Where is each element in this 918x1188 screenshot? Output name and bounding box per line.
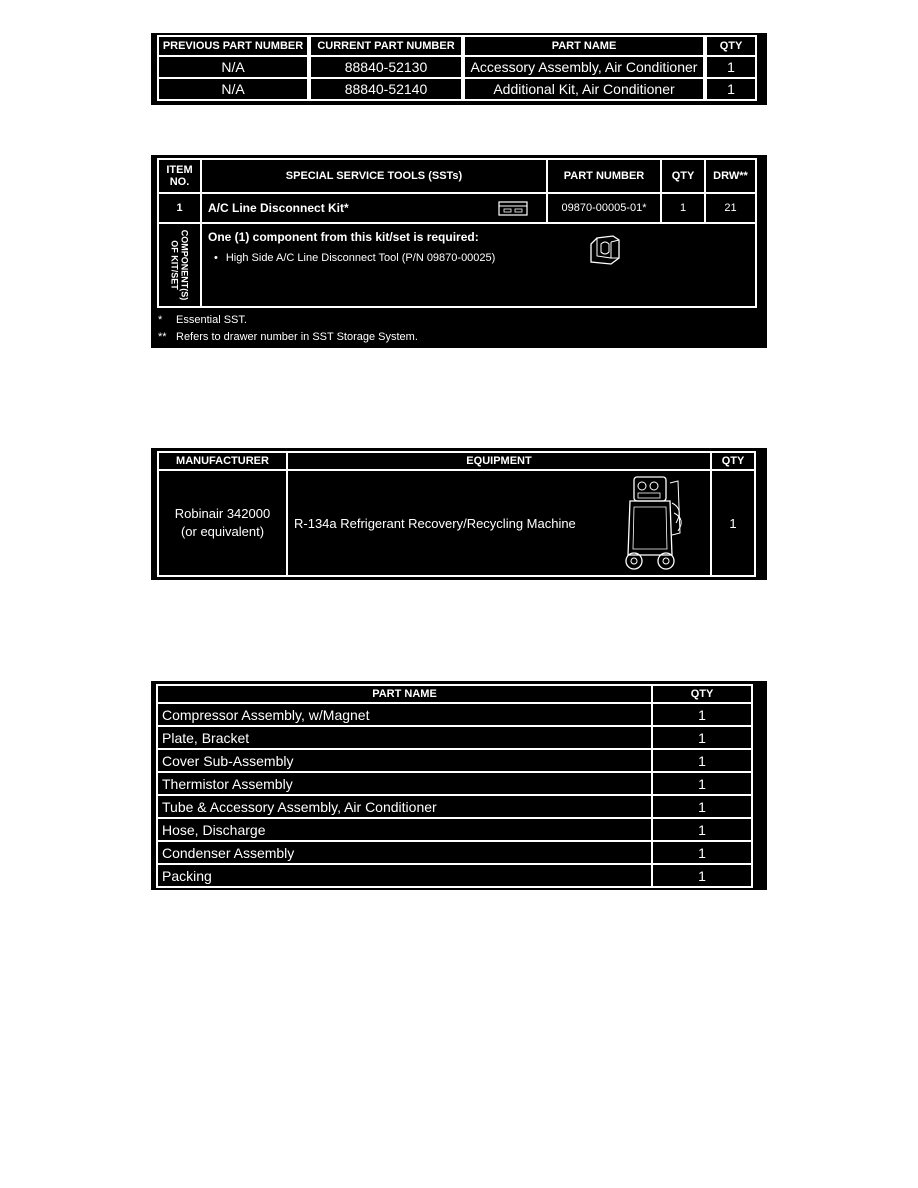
previous-part-number: N/A [157, 77, 309, 101]
qty: 1 [705, 55, 757, 79]
equipment-table [151, 448, 767, 580]
header-item-no: ITEM NO. [157, 158, 202, 194]
header-equipment: EQUIPMENT [286, 451, 712, 471]
header-previous-part-number: PREVIOUS PART NUMBER [157, 35, 309, 57]
header-drawer: DRW** [704, 158, 757, 194]
item-number: 1 [157, 192, 202, 224]
part-qty: 1 [651, 748, 753, 773]
replacement-parts-table [151, 33, 767, 105]
component-list-item: • High Side A/C Line Disconnect Tool (P/N 09870-00025) [214, 252, 496, 264]
line-disconnect-tool-icon [585, 230, 625, 270]
header-qty: QTY [710, 451, 756, 471]
header-current-part-number: CURRENT PART NUMBER [309, 35, 463, 57]
part-qty: 1 [651, 817, 753, 842]
sst-qty: 1 [660, 192, 706, 224]
qty: 1 [705, 77, 757, 101]
special-service-tools-table [151, 155, 767, 348]
components-label: COMPONENT(S) OF KIT/SET [169, 229, 190, 301]
header-qty: QTY [660, 158, 706, 194]
header-part-name: PART NAME [463, 35, 705, 57]
part-qty: 1 [651, 863, 753, 888]
footnote-essential-sst: * Essential SST. [158, 314, 247, 326]
part-qty: 1 [651, 771, 753, 796]
header-part-number: PART NUMBER [546, 158, 662, 194]
header-manufacturer: MANUFACTURER [157, 451, 288, 471]
parts-table [151, 681, 767, 890]
current-part-number: 88840-52140 [309, 77, 463, 101]
part-name: Tube & Accessory Assembly, Air Conditioner [156, 794, 653, 819]
part-name: Thermistor Assembly [156, 771, 653, 796]
part-qty: 1 [651, 702, 753, 727]
header-qty: QTY [651, 684, 753, 704]
part-name: Hose, Discharge [156, 817, 653, 842]
tool-kit-case-icon [498, 199, 528, 217]
part-qty: 1 [651, 725, 753, 750]
part-qty: 1 [651, 794, 753, 819]
part-name: Compressor Assembly, w/Magnet [156, 702, 653, 727]
part-name: Cover Sub-Assembly [156, 748, 653, 773]
previous-part-number: N/A [157, 55, 309, 79]
part-name: Packing [156, 863, 653, 888]
current-part-number: 88840-52130 [309, 55, 463, 79]
components-title: One (1) component from this kit/set is required: [208, 230, 479, 244]
tool-name: A/C Line Disconnect Kit* [200, 192, 548, 224]
manufacturer: Robinair 342000 (or equivalent) [157, 469, 288, 577]
footnote-drawer-number: ** Refers to drawer number in SST Storage System. [158, 331, 418, 343]
bullet: • [214, 252, 218, 264]
part-name: Additional Kit, Air Conditioner [463, 77, 705, 101]
components-label-cell [157, 222, 202, 308]
components-cell [200, 222, 757, 308]
equipment-qty: 1 [710, 469, 756, 577]
part-name: Accessory Assembly, Air Conditioner [463, 55, 705, 79]
sst-part-number: 09870-00005-01* [546, 192, 662, 224]
sst-drawer: 21 [704, 192, 757, 224]
part-name: Plate, Bracket [156, 725, 653, 750]
recovery-machine-icon [620, 473, 690, 575]
part-name: Condenser Assembly [156, 840, 653, 865]
equipment-name: R-134a Refrigerant Recovery/Recycling Machine [286, 469, 712, 577]
header-qty: QTY [705, 35, 757, 57]
header-special-service-tools: SPECIAL SERVICE TOOLS (SSTs) [200, 158, 548, 194]
part-qty: 1 [651, 840, 753, 865]
header-part-name: PART NAME [156, 684, 653, 704]
